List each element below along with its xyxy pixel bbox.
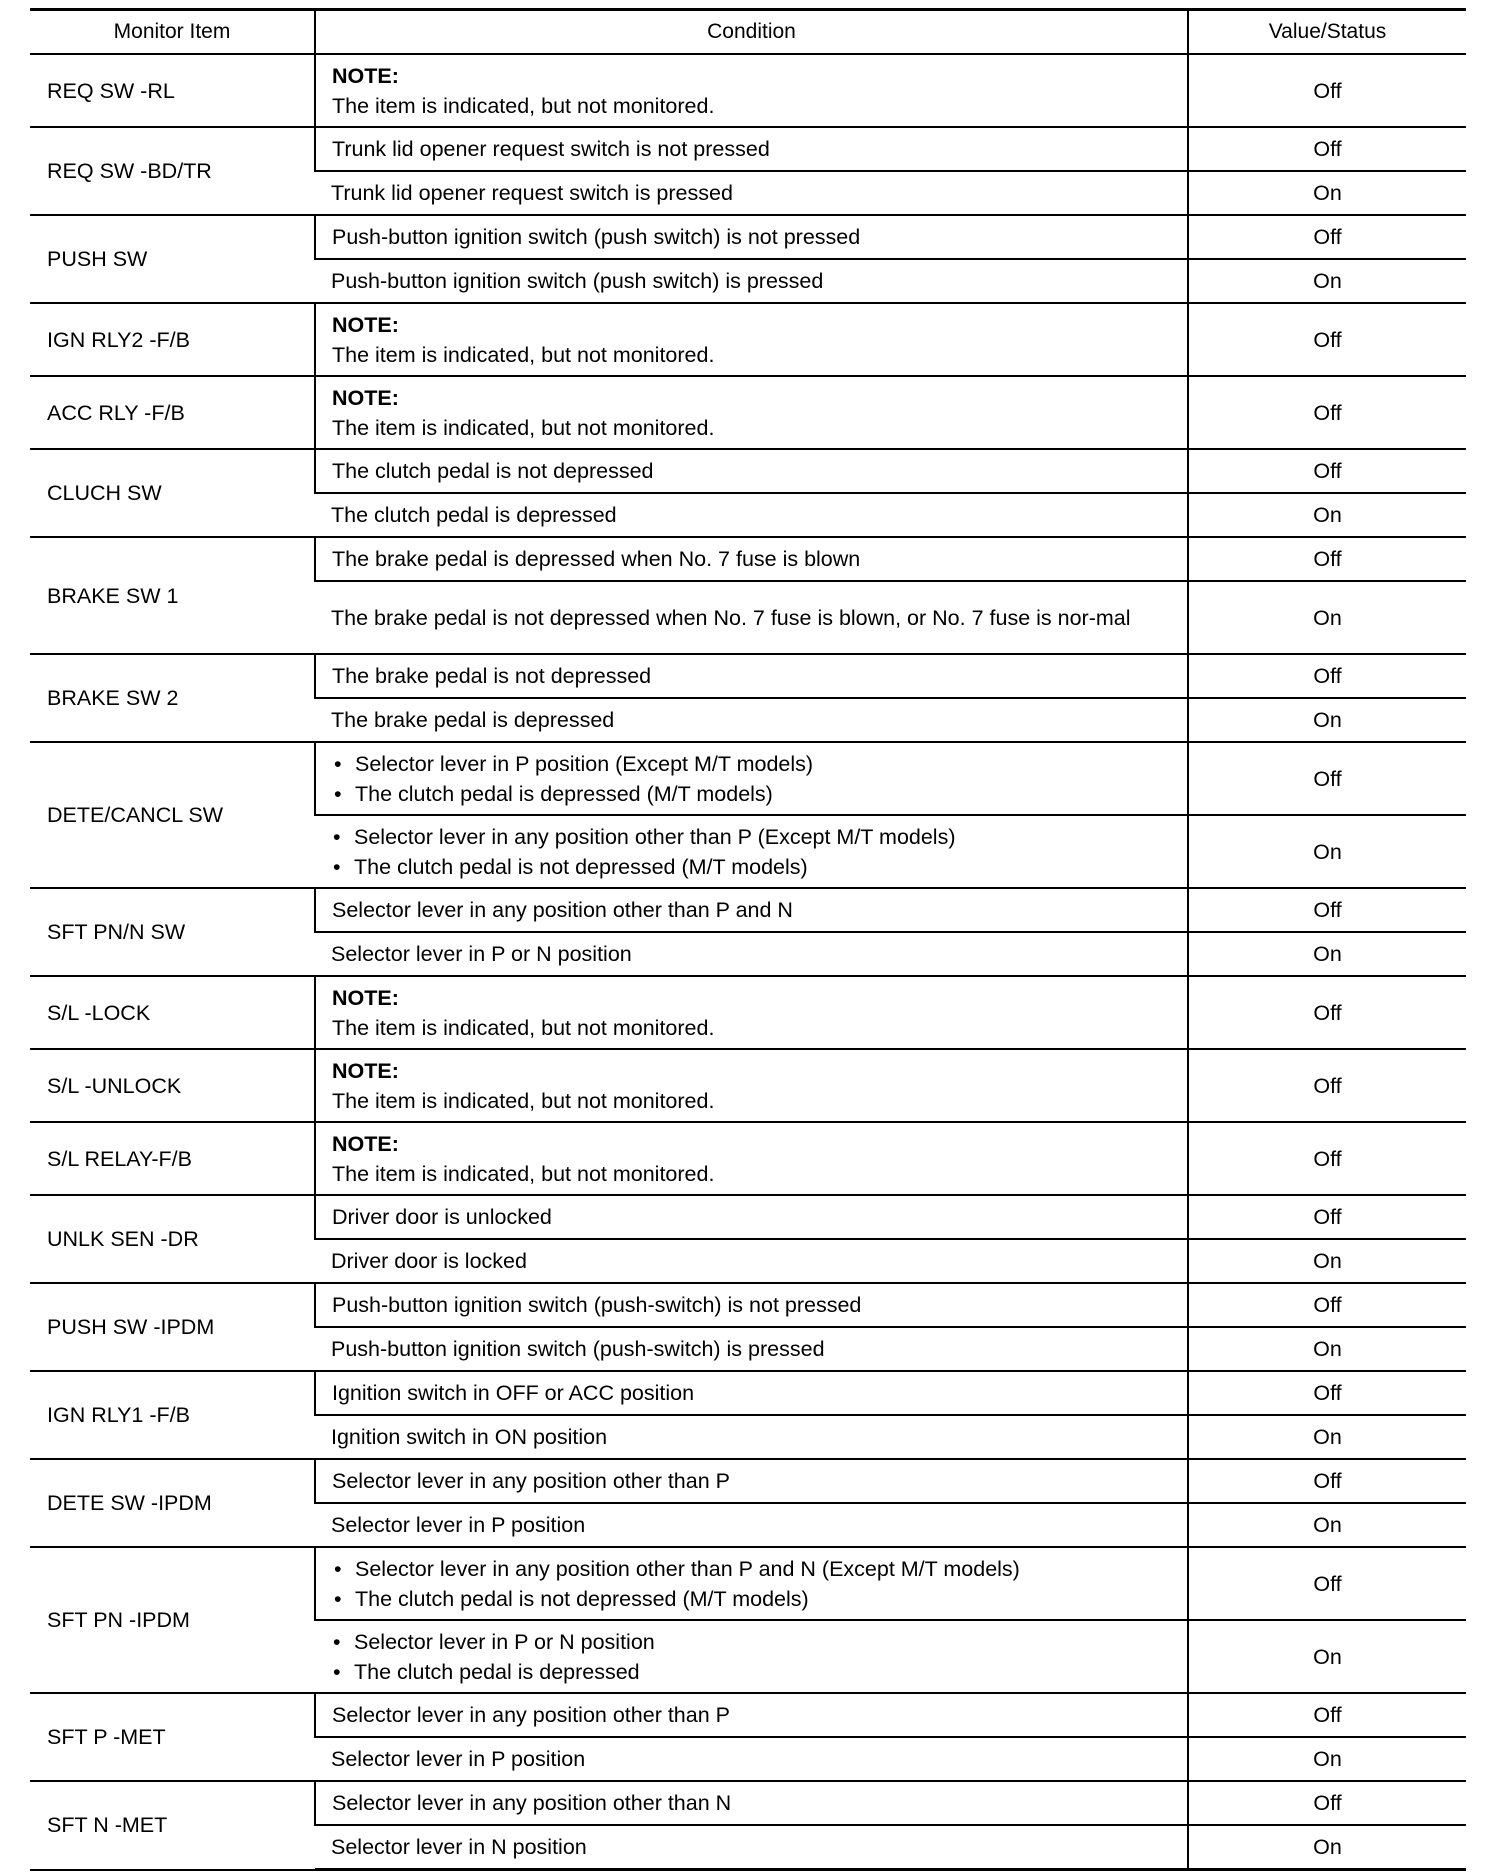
monitor-item-cell: CLUCH SW [30, 449, 315, 537]
table-row [30, 1547, 1466, 1620]
value-status-cell: Off [1188, 742, 1466, 815]
value-status-cell: On [1188, 1415, 1466, 1459]
monitor-item-cell: DETE SW -IPDM [30, 1459, 315, 1547]
condition-cell: The clutch pedal is depressed [315, 493, 1188, 537]
value-status-cell: Off [1188, 127, 1466, 171]
monitor-item-cell: PUSH SW -IPDM [30, 1283, 315, 1371]
value-status-cell: Off [1188, 888, 1466, 932]
value-status-cell: Off [1188, 449, 1466, 493]
table-row [30, 1459, 1466, 1503]
value-status-cell: Off [1188, 1195, 1466, 1239]
condition-cell: Selector lever in any position other than P [315, 1459, 1188, 1503]
condition-cell: Driver door is locked [315, 1239, 1188, 1283]
condition-cell: The brake pedal is not depressed when No. 7 fuse is blown, or No. 7 fuse is nor-mal [315, 581, 1188, 654]
condition-bullet: • The clutch pedal is depressed [331, 1657, 1179, 1687]
condition-cell: Selector lever in any position other than P [315, 1693, 1188, 1737]
condition-cell [315, 1049, 1188, 1122]
condition-cell: The brake pedal is not depressed [315, 654, 1188, 698]
condition-bullet-list [331, 822, 1179, 882]
note-label: NOTE: [332, 985, 399, 1010]
condition-bullet: • The clutch pedal is not depressed (M/T models) [332, 1584, 1179, 1614]
condition-cell: Driver door is unlocked [315, 1195, 1188, 1239]
condition-bullet: • Selector lever in any position other than P and N (Except M/T models) [332, 1554, 1179, 1584]
value-status-cell: Off [1188, 54, 1466, 127]
value-status-cell: Off [1188, 303, 1466, 376]
note-text: The item is indicated, but not monitored. [332, 1161, 715, 1186]
condition-cell: Trunk lid opener request switch is pressed [315, 171, 1188, 215]
note-text: The item is indicated, but not monitored. [332, 1015, 715, 1040]
value-status-cell: On [1188, 1825, 1466, 1870]
value-status-cell: On [1188, 171, 1466, 215]
condition-cell: Selector lever in P position [315, 1737, 1188, 1781]
value-status-cell: On [1188, 1239, 1466, 1283]
value-status-cell: Off [1188, 1693, 1466, 1737]
header-condition: Condition [315, 10, 1188, 55]
table-row [30, 127, 1466, 171]
monitor-item-cell: S/L RELAY-F/B [30, 1122, 315, 1195]
condition-bullet: • Selector lever in P or N position [331, 1627, 1179, 1657]
monitor-item-cell: S/L -LOCK [30, 976, 315, 1049]
header-row [30, 10, 1466, 55]
value-status-cell: On [1188, 581, 1466, 654]
condition-cell: Trunk lid opener request switch is not pressed [315, 127, 1188, 171]
value-status-cell: On [1188, 1737, 1466, 1781]
monitor-item-cell: PUSH SW [30, 215, 315, 303]
value-status-cell: Off [1188, 537, 1466, 581]
note-text: The item is indicated, but not monitored. [332, 415, 715, 440]
monitor-item-cell: SFT P -MET [30, 1693, 315, 1781]
condition-cell [315, 303, 1188, 376]
condition-cell: Ignition switch in OFF or ACC position [315, 1371, 1188, 1415]
table-row [30, 449, 1466, 493]
table-row [30, 1371, 1466, 1415]
header-monitor-item: Monitor Item [30, 10, 315, 55]
condition-cell: Selector lever in P position [315, 1503, 1188, 1547]
monitor-item-cell: BRAKE SW 2 [30, 654, 315, 742]
table-row [30, 742, 1466, 815]
value-status-cell: On [1188, 493, 1466, 537]
condition-bullet: • The clutch pedal is depressed (M/T models) [332, 779, 1179, 809]
monitor-item-cell: REQ SW -BD/TR [30, 127, 315, 215]
condition-cell: Push-button ignition switch (push switch) is pressed [315, 259, 1188, 303]
condition-bullet: • Selector lever in any position other than P (Except M/T models) [331, 822, 1179, 852]
condition-cell [315, 815, 1188, 888]
value-status-cell: Off [1188, 1459, 1466, 1503]
table-row [30, 654, 1466, 698]
condition-cell: Selector lever in any position other than P and N [315, 888, 1188, 932]
value-status-cell: On [1188, 815, 1466, 888]
table-row [30, 1122, 1466, 1195]
condition-cell: The brake pedal is depressed [315, 698, 1188, 742]
value-status-cell: On [1188, 1327, 1466, 1371]
condition-cell [315, 1122, 1188, 1195]
table-row [30, 1693, 1466, 1737]
condition-cell [315, 1547, 1188, 1620]
monitor-item-cell: S/L -UNLOCK [30, 1049, 315, 1122]
condition-cell: Push-button ignition switch (push-switch) is pressed [315, 1327, 1188, 1371]
condition-bullet-list [331, 1627, 1179, 1687]
value-status-cell: Off [1188, 1283, 1466, 1327]
value-status-cell: Off [1188, 1122, 1466, 1195]
condition-cell: Push-button ignition switch (push switch) is not pressed [315, 215, 1188, 259]
value-status-cell: Off [1188, 654, 1466, 698]
monitor-table [30, 8, 1466, 1871]
condition-cell [315, 1620, 1188, 1693]
condition-cell: The clutch pedal is not depressed [315, 449, 1188, 493]
condition-cell [315, 742, 1188, 815]
condition-bullet-list [332, 749, 1179, 809]
note-label: NOTE: [332, 385, 399, 410]
value-status-cell: On [1188, 932, 1466, 976]
note-label: NOTE: [332, 1058, 399, 1083]
monitor-item-cell: SFT PN/N SW [30, 888, 315, 976]
condition-bullet-list [332, 1554, 1179, 1614]
table-row [30, 537, 1466, 581]
table-body [30, 54, 1466, 1870]
monitor-item-cell: REQ SW -RL [30, 54, 315, 127]
table-row [30, 303, 1466, 376]
note-label: NOTE: [332, 312, 399, 337]
note-text: The item is indicated, but not monitored. [332, 93, 715, 118]
value-status-cell: On [1188, 1503, 1466, 1547]
value-status-cell: Off [1188, 1049, 1466, 1122]
note-text: The item is indicated, but not monitored. [332, 342, 715, 367]
note-text: The item is indicated, but not monitored. [332, 1088, 715, 1113]
monitor-item-cell: UNLK SEN -DR [30, 1195, 315, 1283]
table-row [30, 1283, 1466, 1327]
condition-cell [315, 376, 1188, 449]
note-label: NOTE: [332, 1131, 399, 1156]
monitor-item-cell: ACC RLY -F/B [30, 376, 315, 449]
condition-cell: Selector lever in N position [315, 1825, 1188, 1870]
value-status-cell: On [1188, 259, 1466, 303]
monitor-item-cell: BRAKE SW 1 [30, 537, 315, 654]
table-row [30, 54, 1466, 127]
value-status-cell: Off [1188, 1547, 1466, 1620]
value-status-cell: Off [1188, 1371, 1466, 1415]
monitor-item-cell: IGN RLY1 -F/B [30, 1371, 315, 1459]
value-status-cell: Off [1188, 376, 1466, 449]
value-status-cell: On [1188, 1620, 1466, 1693]
condition-cell: Selector lever in any position other than N [315, 1781, 1188, 1825]
table-row [30, 1195, 1466, 1239]
condition-bullet: • The clutch pedal is not depressed (M/T models) [331, 852, 1179, 882]
condition-cell [315, 54, 1188, 127]
value-status-cell: Off [1188, 1781, 1466, 1825]
table-row [30, 1049, 1466, 1122]
condition-cell: Ignition switch in ON position [315, 1415, 1188, 1459]
value-status-cell: Off [1188, 215, 1466, 259]
table-row [30, 215, 1466, 259]
header-value-status: Value/Status [1188, 10, 1466, 55]
condition-cell: The brake pedal is depressed when No. 7 fuse is blown [315, 537, 1188, 581]
monitor-item-cell: SFT PN -IPDM [30, 1547, 315, 1693]
condition-bullet: • Selector lever in P position (Except M/T models) [332, 749, 1179, 779]
table-row [30, 888, 1466, 932]
table-row [30, 376, 1466, 449]
condition-cell: Selector lever in P or N position [315, 932, 1188, 976]
table-row [30, 976, 1466, 1049]
table-row [30, 1781, 1466, 1825]
value-status-cell: Off [1188, 976, 1466, 1049]
note-label: NOTE: [332, 63, 399, 88]
monitor-item-cell: IGN RLY2 -F/B [30, 303, 315, 376]
value-status-cell: On [1188, 698, 1466, 742]
monitor-item-cell: SFT N -MET [30, 1781, 315, 1870]
condition-cell: Push-button ignition switch (push-switch) is not pressed [315, 1283, 1188, 1327]
condition-cell [315, 976, 1188, 1049]
monitor-item-cell: DETE/CANCL SW [30, 742, 315, 888]
